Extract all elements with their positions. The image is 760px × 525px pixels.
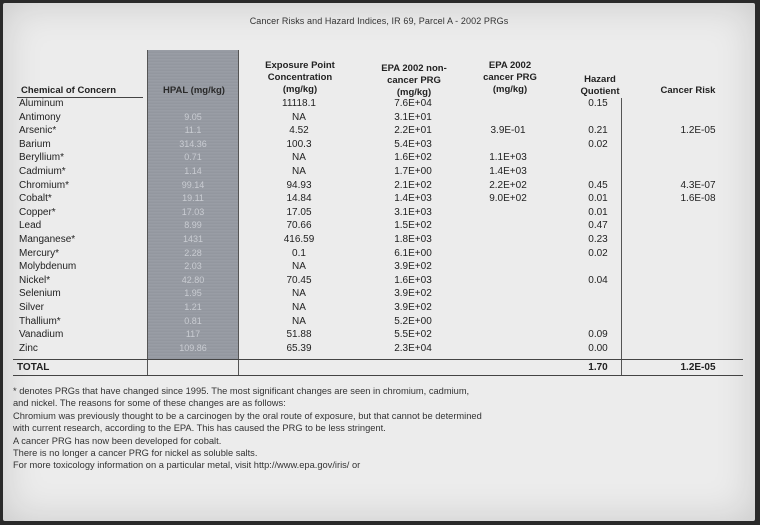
noncancer-prg: 1.4E+03 <box>394 193 432 205</box>
header-noncancer-line1: EPA 2002 non- <box>381 63 447 74</box>
hazard-quotient: 0.45 <box>588 179 608 191</box>
exposure-concentration: 17.05 <box>286 206 312 218</box>
table-row <box>3 287 755 301</box>
cancer-prg: 3.9E-01 <box>490 125 526 137</box>
chemical-name: Arsenic* <box>19 125 57 137</box>
total-cancer-risk: 1.2E-05 <box>680 362 716 373</box>
cancer-risk: 1.6E-08 <box>680 193 716 205</box>
exposure-concentration: NA <box>292 165 306 177</box>
cancer-risk: 1.2E-05 <box>680 125 716 137</box>
exposure-concentration: 51.88 <box>286 329 312 341</box>
noncancer-prg: 3.1E+01 <box>394 111 432 123</box>
chemical-name: Cobalt* <box>19 193 52 205</box>
hpal-value: 117 <box>185 329 201 340</box>
total-hazard-quotient: 1.70 <box>588 362 608 373</box>
hpal-value: 17.03 <box>181 206 205 217</box>
hazard-quotient: 0.21 <box>588 125 608 137</box>
header-epc-line3: (mg/kg) <box>282 84 318 95</box>
noncancer-prg: 2.1E+02 <box>394 179 432 191</box>
exposure-concentration: NA <box>292 301 306 313</box>
hazard-quotient: 0.01 <box>588 193 608 205</box>
footnote-line: There is no longer a cancer PRG for nickel as soluble salts. <box>13 448 258 459</box>
header-noncancer-line2: cancer PRG <box>387 75 441 86</box>
table-row <box>3 342 755 356</box>
chemical-name: Beryllium* <box>19 152 65 164</box>
noncancer-prg: 3.9E+02 <box>394 261 432 273</box>
table-row <box>3 111 755 125</box>
hpal-value: 2.28 <box>184 247 202 258</box>
cancer-prg: 2.2E+02 <box>489 179 527 191</box>
table-row <box>3 97 755 111</box>
hpal-value: 19.11 <box>182 193 204 204</box>
exposure-concentration: 11118.1 <box>282 98 316 109</box>
document-page <box>3 3 755 521</box>
footnotes <box>13 385 733 472</box>
table-row <box>3 165 755 179</box>
noncancer-prg: 5.4E+03 <box>394 138 432 150</box>
noncancer-prg: 5.2E+00 <box>394 315 432 327</box>
hazard-quotient: 0.15 <box>588 98 608 109</box>
cancer-prg: 1.1E+03 <box>489 152 527 164</box>
noncancer-prg: 3.1E+03 <box>394 206 432 218</box>
hpal-value: 2.03 <box>184 261 202 272</box>
noncancer-prg: 3.9E+02 <box>394 301 432 313</box>
noncancer-prg: 1.7E+00 <box>394 165 432 177</box>
cancer-prg: 9.0E+02 <box>489 193 527 205</box>
table-row <box>3 179 755 193</box>
header-cancer-prg <box>468 60 552 96</box>
noncancer-prg: 7.6E+04 <box>394 98 432 109</box>
table-row <box>3 206 755 220</box>
hpal-value: 1.14 <box>184 165 202 176</box>
table-row <box>3 151 755 165</box>
table-row <box>3 192 755 206</box>
exposure-concentration: 14.84 <box>286 193 312 205</box>
header-epc-line2: Concentration <box>267 72 333 83</box>
hazard-quotient: 0.02 <box>588 247 608 259</box>
chemical-name: Nickel* <box>19 274 51 286</box>
hazard-quotient: 0.01 <box>588 206 608 218</box>
exposure-concentration: 94.93 <box>286 179 312 191</box>
table-row <box>3 328 755 342</box>
exposure-concentration: NA <box>292 261 306 273</box>
exposure-concentration: NA <box>292 111 306 123</box>
chemical-name: Manganese* <box>19 233 76 245</box>
exposure-concentration: NA <box>292 315 306 327</box>
table-row <box>3 274 755 288</box>
noncancer-prg: 5.5E+02 <box>394 329 432 341</box>
chemical-name: Vanadium <box>19 329 64 341</box>
hpal-value: 42.80 <box>181 274 205 285</box>
cancer-risk: 4.3E-07 <box>680 179 716 191</box>
noncancer-prg: 1.5E+02 <box>394 220 432 232</box>
table-row <box>3 138 755 152</box>
chemical-name: Zinc <box>19 342 38 354</box>
total-row <box>3 361 755 375</box>
hpal-value: 109.86 <box>179 342 207 353</box>
header-cancer-line1: EPA 2002 <box>488 60 532 71</box>
hazard-quotient: 0.02 <box>588 138 608 150</box>
table-row <box>3 233 755 247</box>
hazard-quotient: 0.04 <box>588 274 608 286</box>
table-row <box>3 124 755 138</box>
footnote-line: * denotes PRGs that have changed since 1995. The most significant changes are seen in chromium, cadmium, <box>13 386 470 396</box>
hazard-quotient: 0.47 <box>588 220 608 232</box>
chemical-name: Molybdenum <box>19 261 77 273</box>
hazard-quotient: 0.09 <box>588 329 608 341</box>
noncancer-prg: 1.6E+02 <box>394 152 432 164</box>
total-bottom-line <box>13 375 743 376</box>
hazard-quotient: 0.23 <box>588 233 608 245</box>
header-noncancer-line3: (mg/kg) <box>396 87 432 98</box>
footnote-line: and nickel. The reasons for some of these changes are as follows: <box>13 398 286 409</box>
exposure-concentration: 0.1 <box>292 247 306 259</box>
chemical-name: Lead <box>19 220 42 232</box>
footnote-line: A cancer PRG has now been developed for cobalt. <box>13 435 222 446</box>
header-hq-line1: Hazard <box>584 74 616 85</box>
exposure-concentration: NA <box>292 152 306 164</box>
footnote-line: For more toxicology information on a particular metal, visit http://www.epa.gov/iris/ or <box>13 460 361 471</box>
data-table <box>3 97 755 355</box>
total-label: TOTAL <box>17 362 50 373</box>
header-noncancer <box>360 63 468 99</box>
noncancer-prg: 1.6E+03 <box>394 274 432 286</box>
header-hazard-quotient <box>565 74 635 98</box>
cancer-prg: 1.4E+03 <box>489 165 527 177</box>
chemical-name: Selenium <box>19 288 61 300</box>
hazard-quotient: 0.00 <box>588 342 608 354</box>
chemical-name: Barium <box>19 138 51 150</box>
footnote-line: with current research, according to the EPA. This has caused the PRG to be less stringent. <box>13 423 386 434</box>
chemical-name: Aluminum <box>19 98 64 109</box>
noncancer-prg: 1.8E+03 <box>394 233 432 245</box>
chemical-name: Chromium* <box>19 179 70 191</box>
exposure-concentration: NA <box>292 288 306 300</box>
chemical-name: Mercury* <box>19 247 60 259</box>
table-row <box>3 301 755 315</box>
hpal-value: 1.21 <box>184 301 202 312</box>
noncancer-prg: 3.9E+02 <box>394 288 432 300</box>
noncancer-prg: 2.2E+01 <box>394 125 432 137</box>
hpal-value: 8.99 <box>184 220 202 231</box>
table-row <box>3 260 755 274</box>
total-top-line <box>13 359 743 360</box>
header-hpal: HPAL (mg/kg) <box>163 85 225 96</box>
exposure-concentration: 416.59 <box>283 233 315 245</box>
header-chemical: Chemical of Concern <box>21 85 117 96</box>
header-epc-line1: Exposure Point <box>265 60 335 71</box>
header-cancer-line2: cancer PRG <box>483 72 537 83</box>
chemical-name: Silver <box>19 301 45 313</box>
exposure-concentration: 65.39 <box>286 342 312 354</box>
header-cancer-line3: (mg/kg) <box>492 84 528 95</box>
hpal-value: 1.95 <box>184 288 202 299</box>
table-row <box>3 247 755 261</box>
exposure-concentration: 100.3 <box>286 138 312 150</box>
hpal-value: 1431 <box>182 233 204 244</box>
footnote-line: Chromium was previously thought to be a carcinogen by the oral route of exposure, but that cannot be determined <box>13 410 482 421</box>
hpal-value: 314.36 <box>179 138 207 149</box>
table-row <box>3 315 755 329</box>
chemical-name: Copper* <box>19 206 56 218</box>
hpal-value: 9.05 <box>184 111 202 122</box>
exposure-concentration: 4.52 <box>289 125 309 137</box>
noncancer-prg: 6.1E+00 <box>394 247 432 259</box>
hpal-value: 11.1 <box>184 125 202 136</box>
chemical-name: Antimony <box>19 111 61 123</box>
header-hq-line2: Quotient <box>580 86 620 97</box>
chemical-name: Thallium* <box>19 315 61 327</box>
document-title: Cancer Risks and Hazard Indices, IR 69, Parcel A - 2002 PRGs <box>249 16 509 26</box>
header-epc <box>241 60 359 96</box>
noncancer-prg: 2.3E+04 <box>394 342 432 354</box>
exposure-concentration: 70.66 <box>286 220 312 232</box>
hpal-value: 0.71 <box>184 152 202 163</box>
exposure-concentration: 70.45 <box>286 274 312 286</box>
header-cancer-risk: Cancer Risk <box>660 85 716 96</box>
hpal-value: 0.81 <box>184 315 202 326</box>
hpal-value: 99.14 <box>181 179 205 190</box>
table-row <box>3 219 755 233</box>
chemical-name: Cadmium* <box>19 165 66 177</box>
